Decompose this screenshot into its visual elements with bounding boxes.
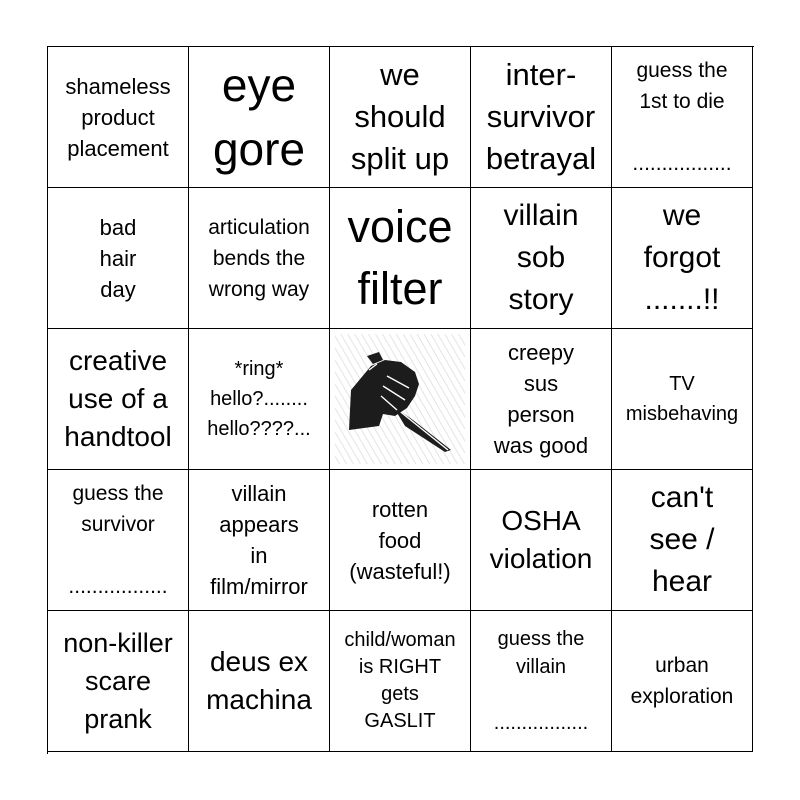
bingo-cell-10[interactable] [612,188,753,329]
cell-label: villain sob story [503,199,579,316]
cell-label: creepy sus person was good [493,340,589,458]
bingo-cell-8[interactable] [330,188,471,329]
bingo-cell-15[interactable] [612,329,753,470]
bingo-cell-17[interactable] [189,470,330,611]
cell-label: OSHA violation [489,505,593,574]
cell-label: bad hair day [99,214,137,302]
bingo-cell-23[interactable] [330,611,471,752]
bingo-cell-7[interactable] [189,188,330,329]
bingo-cell-24[interactable] [471,611,612,752]
cell-label: TV misbehaving [625,373,739,425]
bingo-cell-3[interactable] [330,47,471,188]
cell-label: eye gore [212,59,306,175]
bingo-cell-9[interactable] [471,188,612,329]
hand-holding-knife-icon [331,330,469,468]
cell-label: creative use of a handtool [64,345,172,452]
bingo-cell-25[interactable] [612,611,753,752]
bingo-cell-6[interactable] [48,188,189,329]
cell-label: *ring* hello?........ hello????... [207,358,311,440]
bingo-cell-11[interactable] [48,329,189,470]
cell-label: villain appears in film/mirror [210,481,308,599]
cell-label: we should split up [350,57,450,176]
bingo-cell-16[interactable] [48,470,189,611]
bingo-cell-18[interactable] [330,470,471,611]
cell-label: voice filter [347,201,453,314]
bingo-board [47,46,754,754]
cell-label: can't see / hear [649,481,715,598]
cell-label: guess the survivor ................. [68,482,168,598]
cell-label: inter- survivor betrayal [485,57,597,176]
bingo-cell-20[interactable] [612,470,753,611]
cell-label: shameless product placement [65,73,171,161]
cell-label: we forgot .......!! [643,199,721,316]
cell-label: guess the villain ................. [493,628,589,734]
bingo-cell-4[interactable] [471,47,612,188]
bingo-cell-19[interactable] [471,470,612,611]
bingo-cell-2[interactable] [189,47,330,188]
cell-label: child/woman is RIGHT gets GASLIT [344,629,456,732]
bingo-free-space[interactable] [330,329,471,470]
cell-label: urban exploration [630,654,734,708]
cell-label: articulation bends the wrong way [208,215,310,301]
bingo-cell-21[interactable] [48,611,189,752]
cell-label: rotten food (wasteful!) [349,496,451,584]
bingo-cell-22[interactable] [189,611,330,752]
bingo-cell-14[interactable] [471,329,612,470]
bingo-cell-12[interactable] [189,329,330,470]
bingo-cell-5[interactable] [612,47,753,188]
cell-label: deus ex machina [206,646,312,715]
cell-label: non-killer scare prank [63,628,173,734]
cell-label: guess the 1st to die ................. [632,59,732,175]
bingo-cell-1[interactable] [48,47,189,188]
